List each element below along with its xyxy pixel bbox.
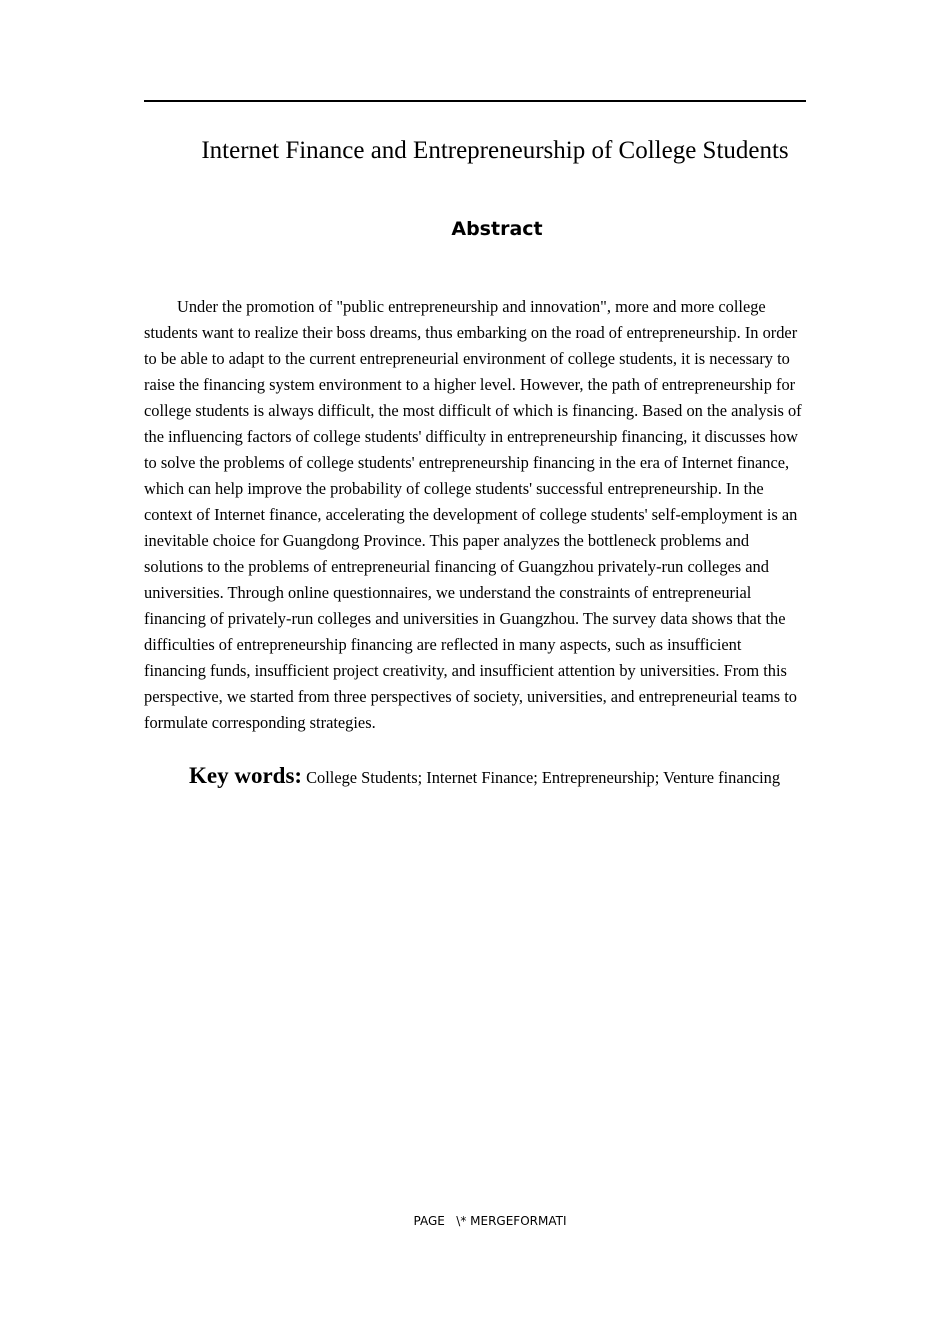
abstract-body: Under the promotion of "public entrepreneurship and innovation", more and more college students want to realize their boss dreams, thus embarking on the road of entrepreneurship. In order to be able to adapt to the current entrepreneurial environment of college students, it is necessary to raise the financing system environment to a higher level. However, the path of entrepreneurship for college students is always difficult, the most difficult of which is financing. Based on the analysis of the influencing factors of college students' difficulty in entrepreneurship financing, it discusses how to solve the problems of college students' entrepreneurship financing in the era of Internet finance, which can help improve the probability of college students' successful entrepreneurship. In the context of Internet finance, accelerating the development of college students' self-employment is an inevitable choice for Guangdong Province. This paper analyzes the bottleneck problems and solutions to the problems of entrepreneurial financing of Guangzhou privately-run colleges and universities. Through online questionnaires, we understand the constraints of entrepreneurial financing of privately-run colleges and universities in Guangzhou. The survey data shows that the difficulties of entrepreneurship financing are reflected in many aspects, such as insufficient financing funds, insufficient project creativity, and insufficient attention by universities. From this perspective, we started from three perspectives of society, universities, and entrepreneurial teams to formulate corresponding strategies. [144, 297, 802, 732]
page-number-field: PAGE \* MERGEFORMATI [413, 1214, 567, 1228]
keywords-line [189, 760, 829, 795]
document-title: Internet Finance and Entrepreneurship of College Students [201, 137, 789, 164]
keywords-text: College Students; Internet Finance; Entrepreneurship; Venture financing [306, 768, 781, 787]
abstract-heading: Abstract [451, 218, 543, 240]
keywords-label: Key words: [189, 763, 303, 788]
header-rule [144, 100, 806, 102]
